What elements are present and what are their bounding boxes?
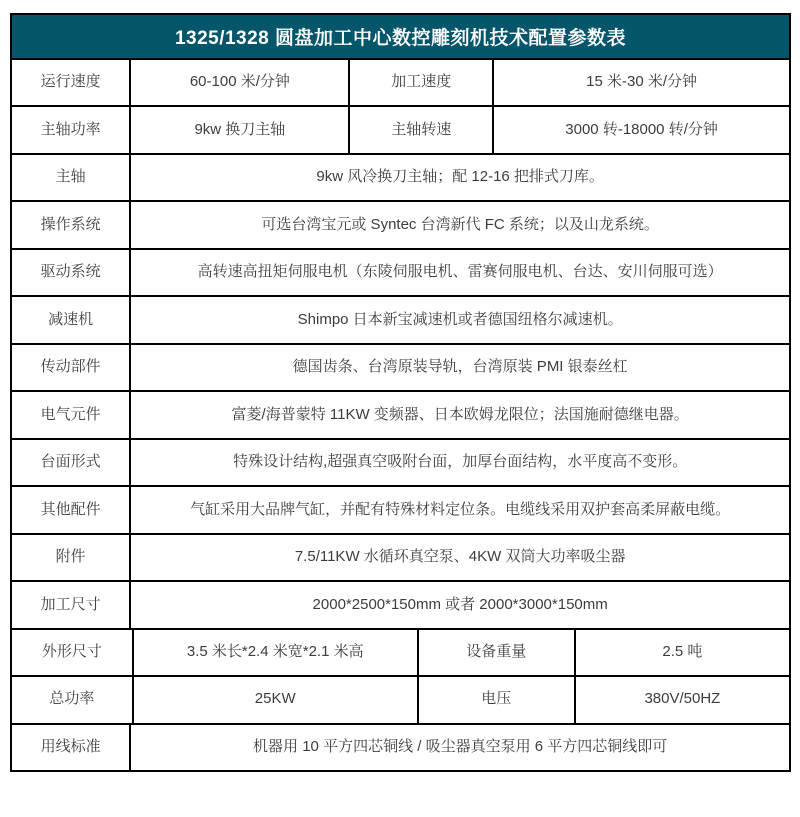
spec-value: 60-100 米/分钟 xyxy=(129,60,348,105)
spec-label: 设备重量 xyxy=(417,630,574,675)
spec-label: 加工速度 xyxy=(348,60,492,105)
spec-value: 2.5 吨 xyxy=(574,630,789,675)
table-row xyxy=(12,440,789,487)
table-row xyxy=(12,297,789,344)
spec-value: 气缸采用大品牌气缸，并配有特殊材料定位条。电缆线采用双护套高柔屏蔽电缆。 xyxy=(129,487,789,532)
table-row xyxy=(12,535,789,582)
spec-label: 运行速度 xyxy=(12,60,129,105)
spec-label: 主轴功率 xyxy=(12,107,129,152)
spec-value: 2000*2500*150mm 或者 2000*3000*150mm xyxy=(129,582,789,627)
spec-label: 主轴 xyxy=(12,155,129,200)
spec-label: 驱动系统 xyxy=(12,250,129,295)
spec-table xyxy=(10,13,791,772)
spec-label: 用线标准 xyxy=(12,725,129,770)
table-row xyxy=(12,677,789,724)
spec-label: 台面形式 xyxy=(12,440,129,485)
spec-value: 25KW xyxy=(132,677,417,722)
spec-label: 主轴转速 xyxy=(348,107,492,152)
table-row xyxy=(12,630,789,677)
spec-label: 总功率 xyxy=(12,677,132,722)
table-row xyxy=(12,60,789,107)
spec-value: 7.5/11KW 水循环真空泵、4KW 双筒大功率吸尘器 xyxy=(129,535,789,580)
spec-label: 加工尺寸 xyxy=(12,582,129,627)
table-row xyxy=(12,250,789,297)
table-header xyxy=(12,15,789,60)
spec-label: 电压 xyxy=(417,677,574,722)
table-row xyxy=(12,202,789,249)
spec-value: 富菱/海普蒙特 11KW 变频器、日本欧姆龙限位；法国施耐德继电器。 xyxy=(129,392,789,437)
spec-value: 380V/50HZ xyxy=(574,677,789,722)
table-row xyxy=(12,155,789,202)
spec-value: 可选台湾宝元或 Syntec 台湾新代 FC 系统；以及山龙系统。 xyxy=(129,202,789,247)
spec-value: 高转速高扭矩伺服电机（东陵伺服电机、雷赛伺服电机、台达、安川伺服可选） xyxy=(129,250,789,295)
spec-value: 机器用 10 平方四芯铜线 / 吸尘器真空泵用 6 平方四芯铜线即可 xyxy=(129,725,789,770)
table-row xyxy=(12,392,789,439)
spec-value: 3.5 米长*2.4 米宽*2.1 米高 xyxy=(132,630,417,675)
table-row xyxy=(12,582,789,629)
spec-value: 9kw 风冷换刀主轴；配 12-16 把排式刀库。 xyxy=(129,155,789,200)
spec-label: 外形尺寸 xyxy=(12,630,132,675)
spec-value: 3000 转-18000 转/分钟 xyxy=(492,107,789,152)
table-row xyxy=(12,345,789,392)
spec-label: 传动部件 xyxy=(12,345,129,390)
spec-label: 减速机 xyxy=(12,297,129,342)
spec-label: 电气元件 xyxy=(12,392,129,437)
table-row xyxy=(12,487,789,534)
spec-value: 德国齿条、台湾原装导轨，台湾原装 PMI 银泰丝杠 xyxy=(129,345,789,390)
table-title: 1325/1328 圆盘加工中心数控雕刻机技术配置参数表 xyxy=(174,28,627,49)
table-row xyxy=(12,725,789,770)
spec-value: 特殊设计结构,超强真空吸附台面，加厚台面结构，水平度高不变形。 xyxy=(129,440,789,485)
table-row xyxy=(12,107,789,154)
spec-label: 其他配件 xyxy=(12,487,129,532)
spec-value: Shimpo 日本新宝减速机或者德国纽格尔减速机。 xyxy=(129,297,789,342)
spec-label: 附件 xyxy=(12,535,129,580)
spec-label: 操作系统 xyxy=(12,202,129,247)
spec-value: 9kw 换刀主轴 xyxy=(129,107,348,152)
spec-value: 15 米-30 米/分钟 xyxy=(492,60,789,105)
